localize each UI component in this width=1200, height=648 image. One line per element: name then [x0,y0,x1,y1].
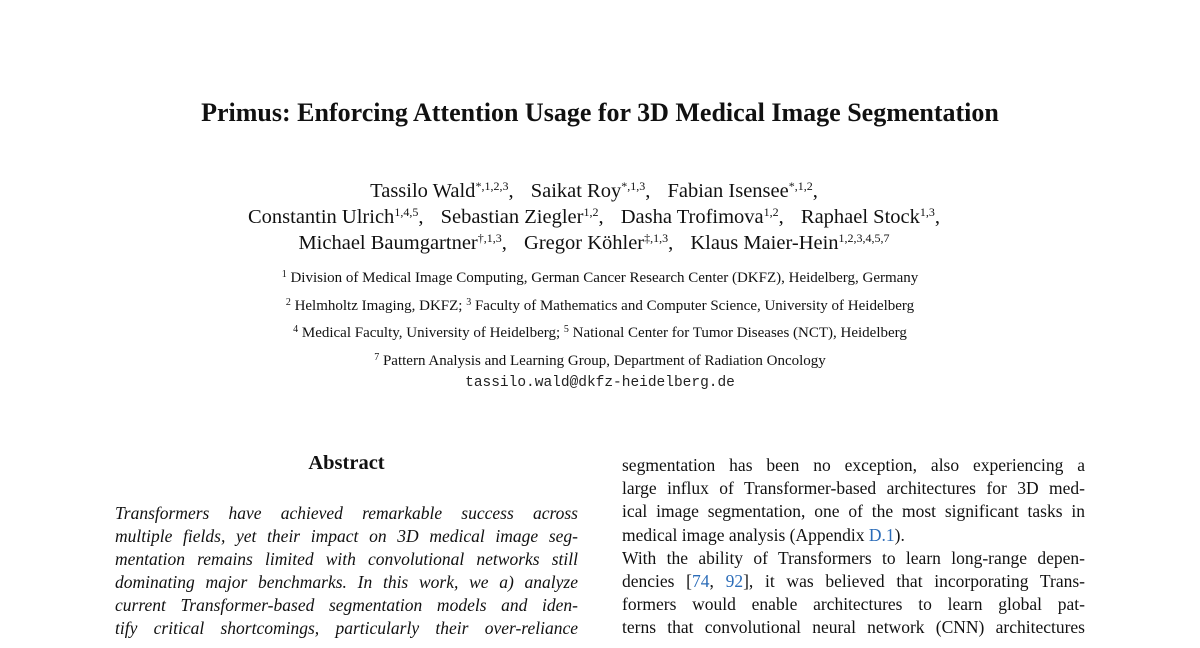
citation-link[interactable]: 74 [692,571,710,592]
contact-email: tassilo.wald@dkfz-heidelberg.de [465,375,735,391]
author-line [0,204,1200,230]
body-line: terns that convolutional neural network (CNN) architectures [622,617,1085,638]
affiliation: $^1$ Division of Medical Image Computing, German Cancer Research Center (DKFZ), Heidelberg, Germany [281,269,919,286]
body-line: With the ability of Transformers to learn long-range depen- [622,547,1085,568]
author: Gregor Köhler$^{\ddagger,1,3}$, [524,231,674,254]
appendix-link[interactable]: D.1 [868,524,895,545]
body-line: segmentation has been no exception, also experiencing a [622,455,1085,475]
author: Fabian Isensee$^{*,1,2}$, [667,179,818,202]
body-line: medical image analysis (Appendix D.1). [622,524,905,545]
paper-title: Primus: Enforcing Attention Usage for 3D Medical Image Segmentation [201,98,999,127]
abstract-line: mentation remains limited with convolutional networks still [115,549,578,569]
affiliations [0,265,1200,375]
author-block [0,178,1200,256]
author: Saikat Roy$^{*,1,3}$, [530,179,651,202]
intro-column [622,454,1085,640]
abstract-line: dominating major benchmarks. In this work, we a) analyze [115,572,578,592]
author-line [0,178,1200,204]
author: Michael Baumgartner$^{\dagger,1,3}$, [298,231,507,254]
body-line: dencies [74, 92], it was believed that incorporating Trans- [622,571,1085,592]
body-line: formers would enable architectures to learn global pat- [622,594,1085,615]
affiliation: $^7$ Pattern Analysis and Learning Group, Department of Radiation Oncology [374,351,826,369]
author: Constantin Ulrich$^{1,4,5}$, [247,205,424,228]
author: Raphael Stock$^{1,3}$, [800,205,941,228]
author: Klaus Maier-Hein$^{1,2,3,4,5,7}$ [690,231,890,254]
abstract-heading: Abstract [308,452,385,474]
author-line [0,230,1200,256]
author: Dasha Trofimova$^{1,2}$, [620,205,784,228]
author: Tassilo Wald$^{*,1,2,3}$, [370,179,514,202]
abstract-line: tify critical shortcomings, particularly their over-reliance [115,618,578,638]
abstract-line: current Transformer-based segmentation models and iden- [115,595,578,615]
affiliation: $^2$ Helmholtz Imaging, DKFZ; $^3$ Faculty of Mathematics and Computer Science, University of Heidelberg [285,296,915,314]
affiliation: $^4$ Medical Faculty, University of Heidelberg; $^5$ National Center for Tumor Diseases (NCT), Heidelberg [293,324,907,341]
citation-link[interactable]: 92 [725,571,744,592]
author: Sebastian Ziegler$^{1,2}$, [440,205,604,228]
abstract-body [115,502,578,640]
abstract-line: Transformers have achieved remarkable success across [115,503,578,523]
body-line: large influx of Transformer-based architectures for 3D med- [622,478,1085,499]
abstract-line: multiple fields, yet their impact on 3D medical image seg- [115,526,578,546]
body-line: ical image segmentation, one of the most significant tasks in [622,501,1085,522]
